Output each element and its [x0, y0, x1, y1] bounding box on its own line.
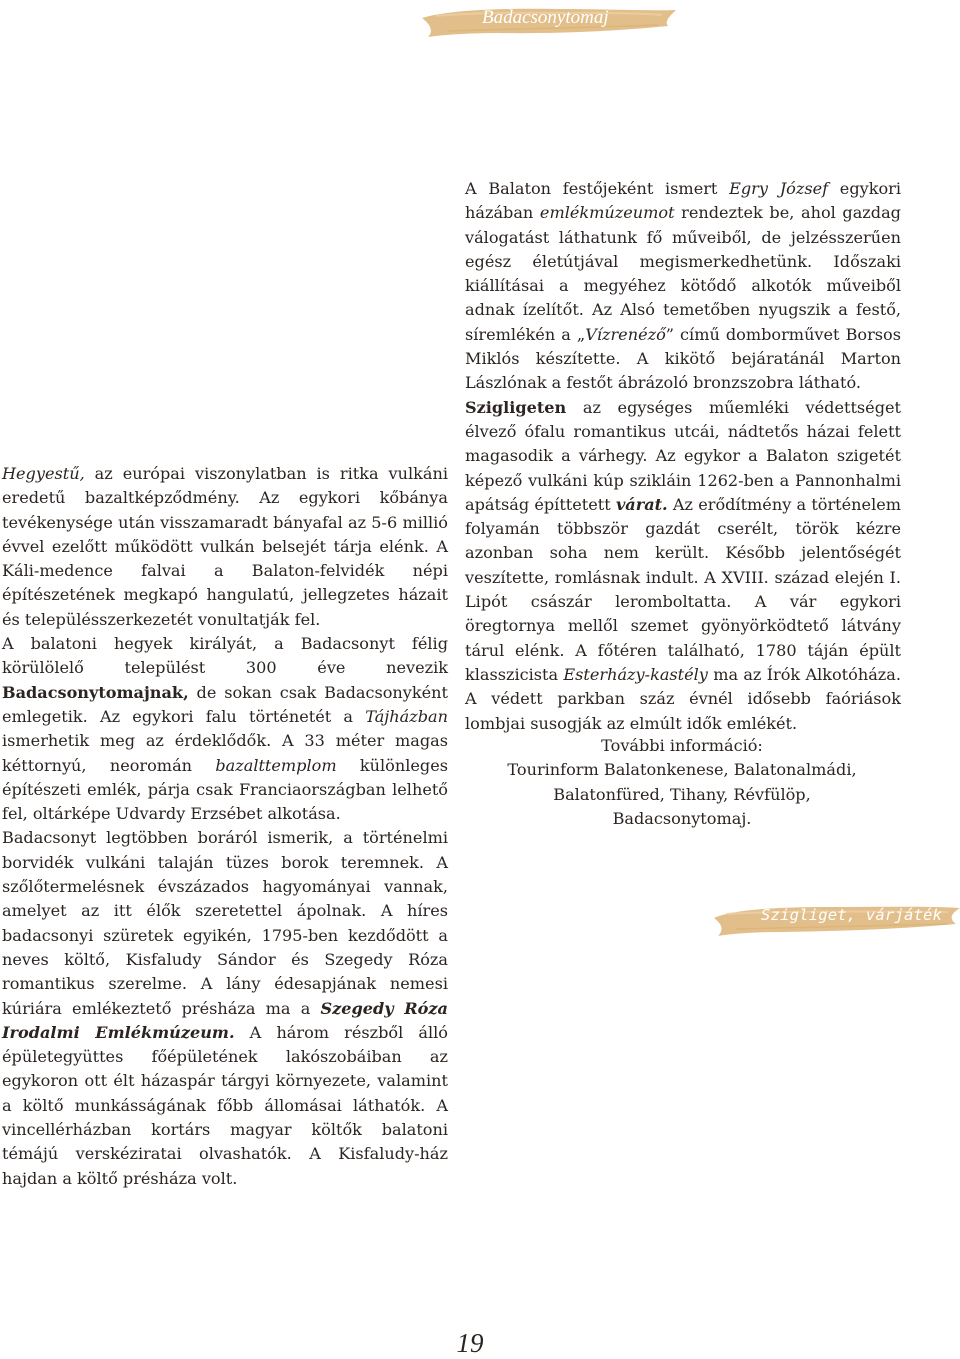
left-text-column	[2, 462, 448, 1191]
paragraph-hegyestu: Hegyestű, az európai viszonylatban is ritka vulkáni eredetű bazaltképződmény. Az egykori kőbánya tevékenysége után visszamaradt bányafal az 5-6 millió évvel ezelőtt működött vulkán belsejét tárja elénk. A Káli-medence falvai a Balaton-felvidék népi építészetének megkapó hangulatú, jellegzetes házait és településszerkezetét vonultatják fel.	[2, 464, 448, 629]
caption-label: Szigliget, várjáték	[761, 906, 943, 924]
right-text-column	[465, 177, 901, 736]
info-line: Balatonfüred, Tihany, Révfülöp,	[553, 784, 811, 804]
info-line: Tourinform Balatonkenese, Balatonalmádi,	[507, 760, 857, 780]
paragraph-badacsonytomaj: A balatoni hegyek királyát, a Badacsonyt félig körülölelő települést 300 éve nevezik Badacsonytomajnak, de sokan csak Badacsonyként emlegetik. Az egykori falu történetét a Tájházban ismerhetik meg az érdeklődők. A 33 méter magas kéttornyú, neoromán bazalttemplom különleges építészeti emlék, párja csak Franciaországban lelhető fel, oltárképe Udvardy Erzsébet alkotása.	[2, 634, 448, 824]
header-brush-tag	[418, 4, 680, 38]
caption-brush-tag	[712, 898, 960, 938]
info-heading: További információ:	[601, 736, 763, 755]
page-number: 19	[456, 1328, 484, 1358]
paragraph-wine: Badacsonyt legtöbben boráról ismerik, a történelmi borvidék vulkáni talaján tüzes borok teremnek. A szőlőtermelésnek évszázados hagyományai vannak, amelyet az itt élők szeretettel ápolnak. A híres badacsonyi szüretek egyikén, 1795-ben kezdődött a neves költő, Kisfaludy Sándor és Szegedy Róza romantikus szerelme. A lány édesapjának nemesi kúriára emlékeztető présháza ma a Szegedy Róza Irodalmi Emlékmúzeum. A három részből álló épületegyüttes főépületének lakószobáiban az egykoron ott élt házaspár tárgyi környezete, valamint a költő munkásságának főbb állomásai láthatók. A vincellérházban kortárs magyar költők balatoni témájú verskéziratai olvashatók. A Kisfaludy-ház hajdan a költő présháza volt.	[2, 828, 448, 1188]
info-line: Badacsonytomaj.	[612, 808, 752, 828]
info-block	[470, 734, 894, 831]
paragraph-egry: A Balaton festőjeként ismert Egry József egykori házában emlékmúzeumot rendeztek be, ahol gazdag válogatást láthatunk fő műveiből, de jelzésszerűen egész életútjával megismerkedhetünk. Időszaki kiállításai a megyéhez kötődő alkotók műveiből adnak ízelítőt. Az Alsó temetőben nyugszik a festő, síremlékén a „Vízrenéző” című domborművet Borsos Miklós készítette. A kikötő bejáratánál Marton Lászlónak a festőt ábrázoló bronzszobra látható.	[465, 179, 901, 393]
paragraph-szigliget: Szigligeten az egységes műemléki védettséget élvező ófalu romantikus utcái, nádtetős házai felett magasodik a várhegy. Az egykor a Balaton szigetét képező vulkáni kúp szikláin 1262-ben a Pannonhalmi apátság építtetett várat. Az erődítmény a történelem folyamán többször gazdát cserélt, török kézre azonban soha nem került. Később jelentőségét veszítette, romlásnak indult. A XVIII. század elején I. Lipót császár leromboltatta. A vár egykori öregtornya mellől szemet gyönyörködtető látvány tárul elénk. A főtéren található, 1780 táján épült klasszicista Esterházy-kastély ma az Írók Alkotóháza. A védett parkban száz évnél idősebb faóriások lombjai susogják az elmúlt idők emlékét.	[465, 397, 901, 733]
header-tag-label: Badacsonytomaj	[482, 7, 609, 28]
